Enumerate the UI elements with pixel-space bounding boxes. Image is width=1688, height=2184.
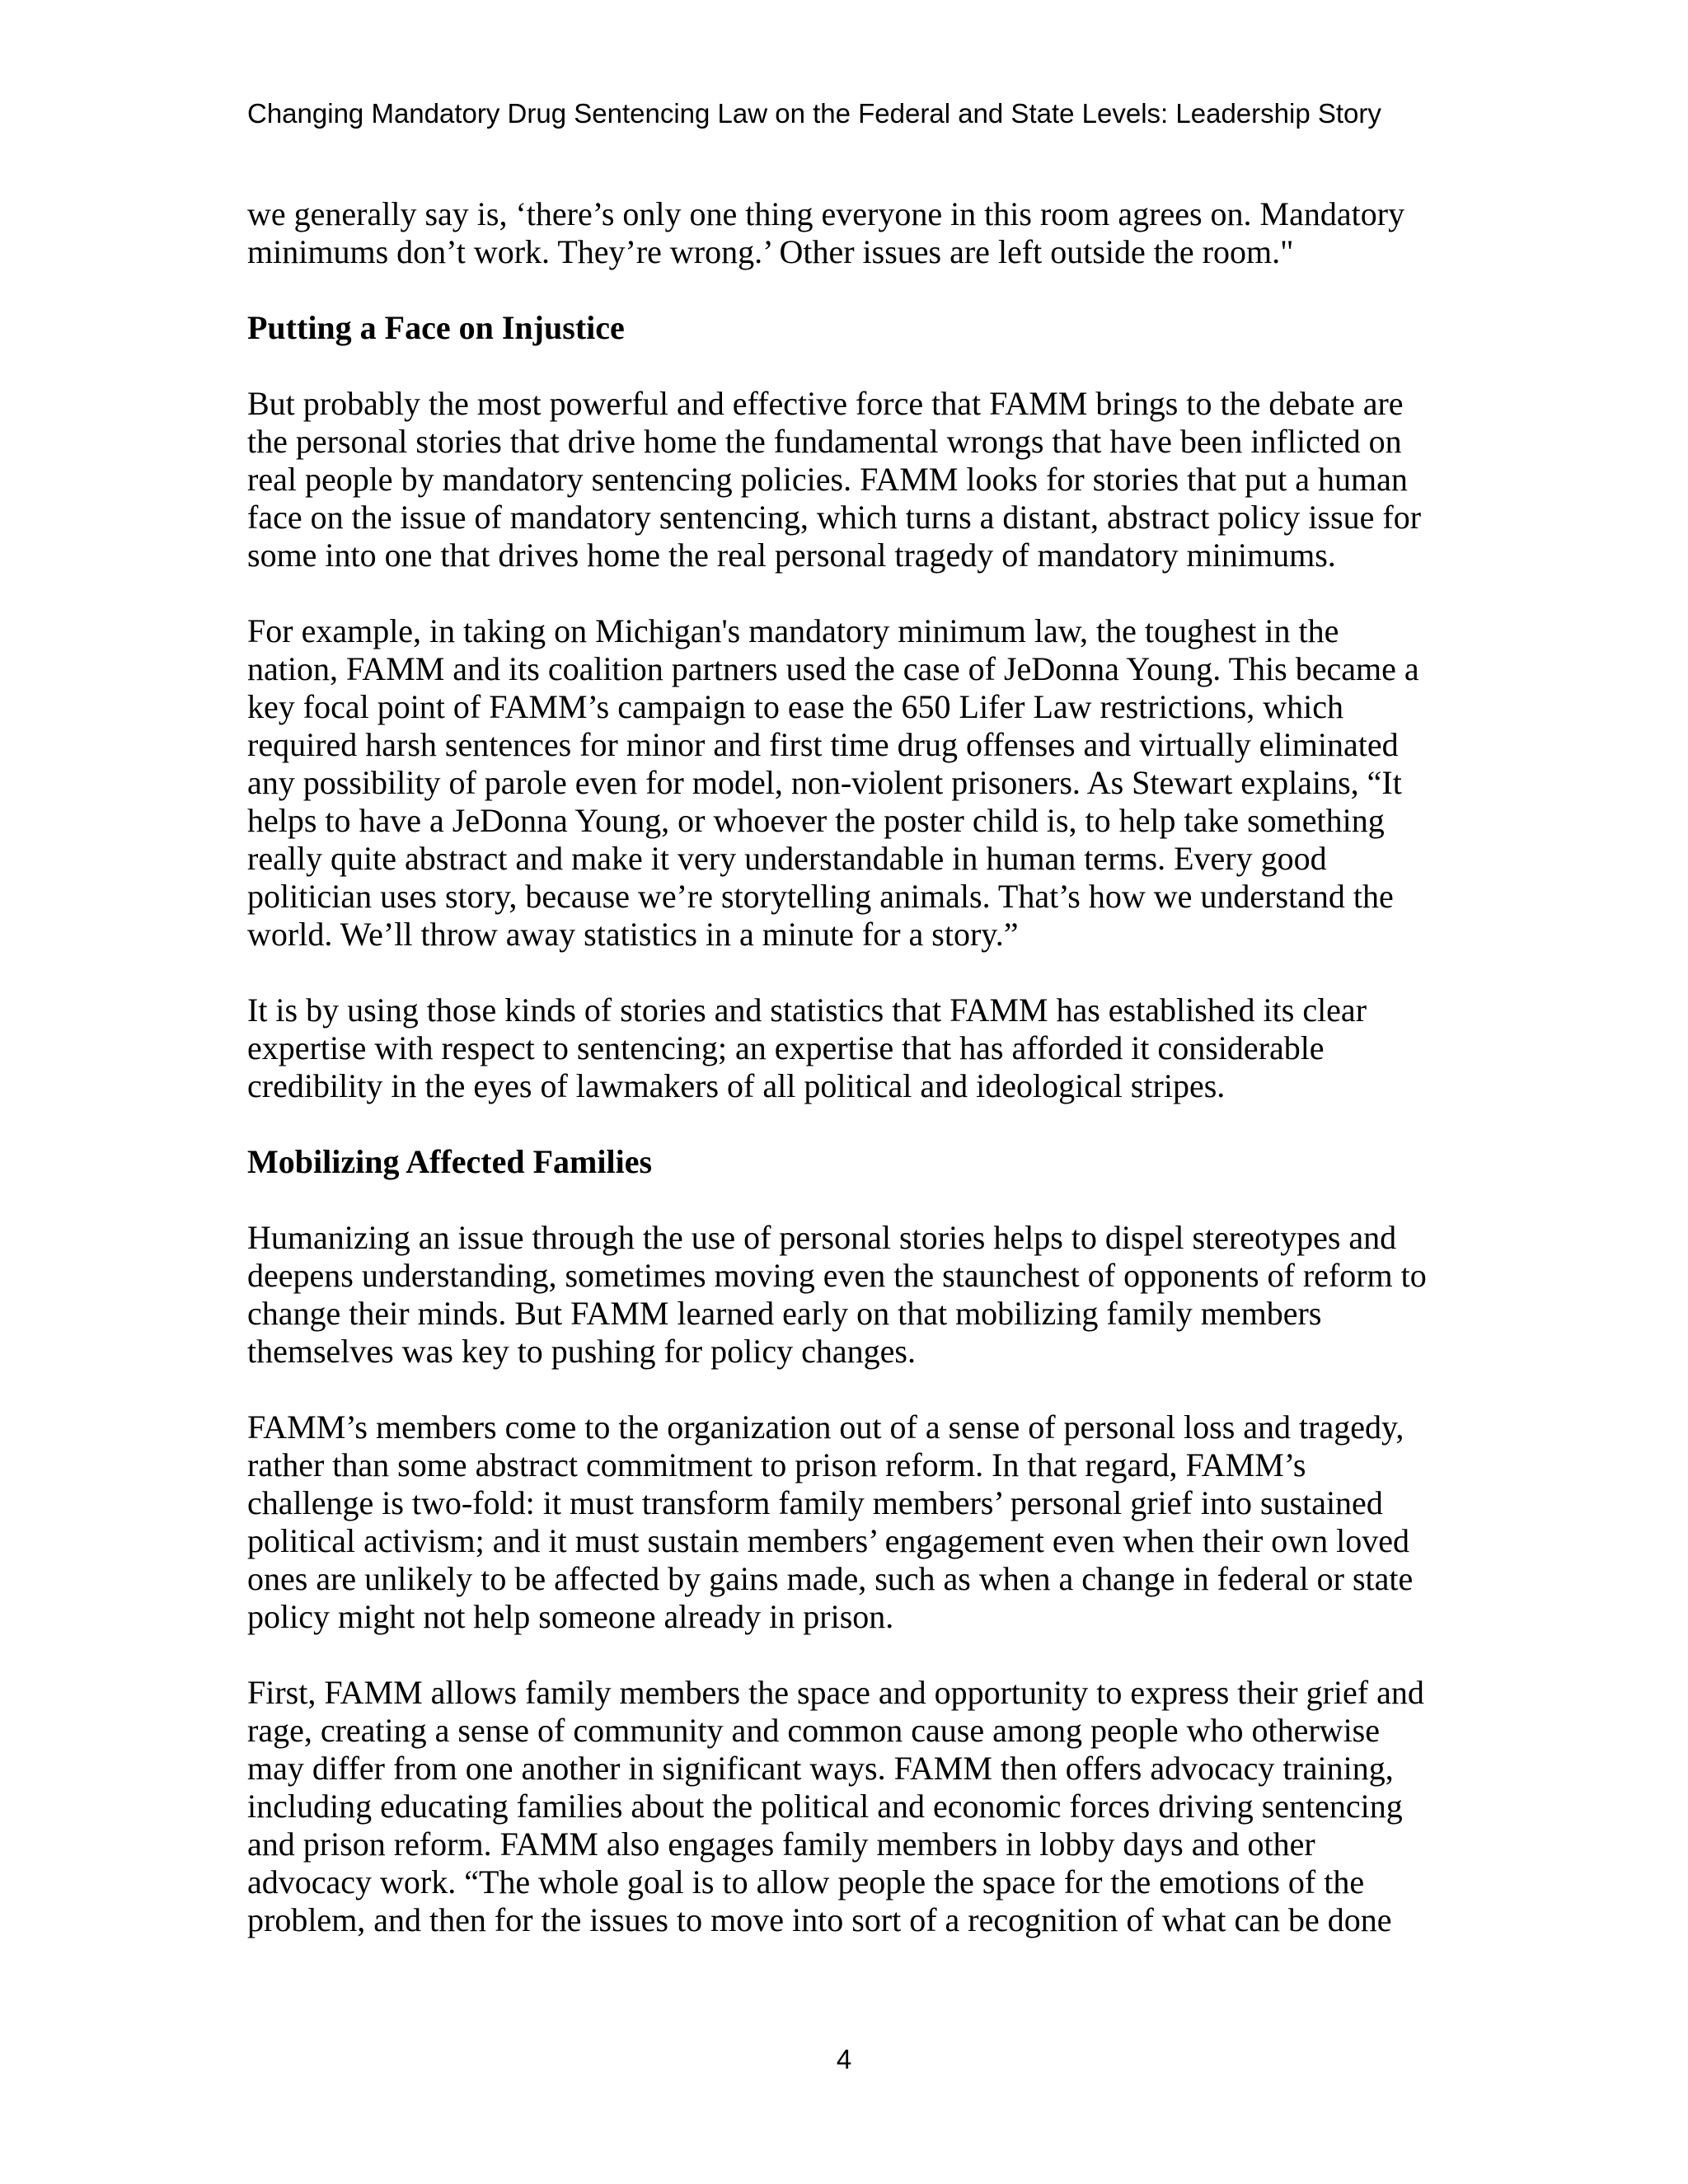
paragraph-line: First, FAMM allows family members the space and opportunity to express their grief and <box>247 1674 1424 1711</box>
paragraph-line: credibility in the eyes of lawmakers of all political and ideological stripes. <box>247 1067 1226 1104</box>
heading-text: Mobilizing Affected Families <box>247 1143 653 1180</box>
paragraph-line: and prison reform. FAMM also engages family members in lobby days and other <box>247 1825 1315 1863</box>
heading-text: Putting a Face on Injustice <box>247 309 625 346</box>
paragraph-line: themselves was key to pushing for policy changes. <box>247 1333 916 1370</box>
paragraph-line: deepens understanding, sometimes moving even the staunchest of opponents of reform to <box>247 1257 1427 1294</box>
paragraph-line: problem, and then for the issues to move into sort of a recognition of what can be done <box>247 1901 1392 1938</box>
paragraph-line: But probably the most powerful and effective force that FAMM brings to the debate are <box>247 385 1404 422</box>
body-paragraph <box>247 991 1533 1105</box>
paragraph-line: advocacy work. “The whole goal is to allow people the space for the emotions of the <box>247 1863 1365 1900</box>
paragraph-line: minimums don’t work. They’re wrong.’ Other issues are left outside the room." <box>247 233 1294 270</box>
paragraph-line: FAMM’s members come to the organization out of a sense of personal loss and tragedy, <box>247 1408 1404 1446</box>
paragraph-line: required harsh sentences for minor and first time drug offenses and virtually eliminated <box>247 726 1399 763</box>
paragraph-line: challenge is two-fold: it must transform family members’ personal grief into sustained <box>247 1484 1383 1521</box>
running-header: Changing Mandatory Drug Sentencing Law on the Federal and State Levels: Leadership Story <box>247 98 1381 129</box>
paragraph-line: change their minds. But FAMM learned early on that mobilizing family members <box>247 1295 1322 1332</box>
paragraph-line: helps to have a JeDonna Young, or whoever the poster child is, to help take something <box>247 802 1385 839</box>
body-paragraph <box>247 1408 1533 1636</box>
paragraph-line: rage, creating a sense of community and common cause among people who otherwise <box>247 1712 1381 1749</box>
body-paragraph <box>247 1674 1533 1939</box>
section-heading <box>247 309 1533 347</box>
paragraph-line: Humanizing an issue through the use of personal stories helps to dispel stereotypes and <box>247 1219 1397 1256</box>
body-paragraph <box>247 195 1533 271</box>
paragraph-line: rather than some abstract commitment to prison reform. In that regard, FAMM’s <box>247 1446 1306 1483</box>
document-body <box>247 195 1533 1977</box>
paragraph-line: policy might not help someone already in prison. <box>247 1598 894 1635</box>
paragraph-line: politician uses story, because we’re storytelling animals. That’s how we understand the <box>247 878 1394 915</box>
paragraph-line: political activism; and it must sustain members’ engagement even when their own loved <box>247 1522 1410 1559</box>
paragraph-line: It is by using those kinds of stories and statistics that FAMM has established its clear <box>247 991 1367 1029</box>
paragraph-line: any possibility of parole even for model, non-violent prisoners. As Stewart explains, “It <box>247 764 1402 801</box>
section-heading <box>247 1143 1533 1181</box>
paragraph-line: For example, in taking on Michigan's mandatory minimum law, the toughest in the <box>247 612 1339 649</box>
paragraph-line: ones are unlikely to be affected by gains made, such as when a change in federal or state <box>247 1560 1414 1597</box>
paragraph-line: key focal point of FAMM’s campaign to ease the 650 Lifer Law restrictions, which <box>247 688 1344 725</box>
paragraph-line: really quite abstract and make it very understandable in human terms. Every good <box>247 840 1327 877</box>
paragraph-line: we generally say is, ‘there’s only one thing everyone in this room agrees on. Mandatory <box>247 195 1405 232</box>
paragraph-line: including educating families about the political and economic forces driving sentencing <box>247 1788 1403 1825</box>
paragraph-line: nation, FAMM and its coalition partners used the case of JeDonna Young. This became a <box>247 650 1419 687</box>
body-paragraph <box>247 612 1533 954</box>
body-paragraph <box>247 385 1533 574</box>
paragraph-line: some into one that drives home the real personal tragedy of mandatory minimums. <box>247 537 1336 574</box>
paragraph-line: face on the issue of mandatory sentencing, which turns a distant, abstract policy issue for <box>247 499 1422 536</box>
paragraph-line: may differ from one another in significant ways. FAMM then offers advocacy training, <box>247 1750 1394 1787</box>
paragraph-line: the personal stories that drive home the fundamental wrongs that have been inflicted on <box>247 423 1402 460</box>
paragraph-line: world. We’ll throw away statistics in a minute for a story.” <box>247 916 1019 953</box>
paragraph-line: expertise with respect to sentencing; an expertise that has afforded it considerable <box>247 1029 1325 1066</box>
body-paragraph <box>247 1219 1533 1371</box>
page-number: 4 <box>836 2044 852 2074</box>
paragraph-line: real people by mandatory sentencing policies. FAMM looks for stories that put a human <box>247 461 1408 498</box>
